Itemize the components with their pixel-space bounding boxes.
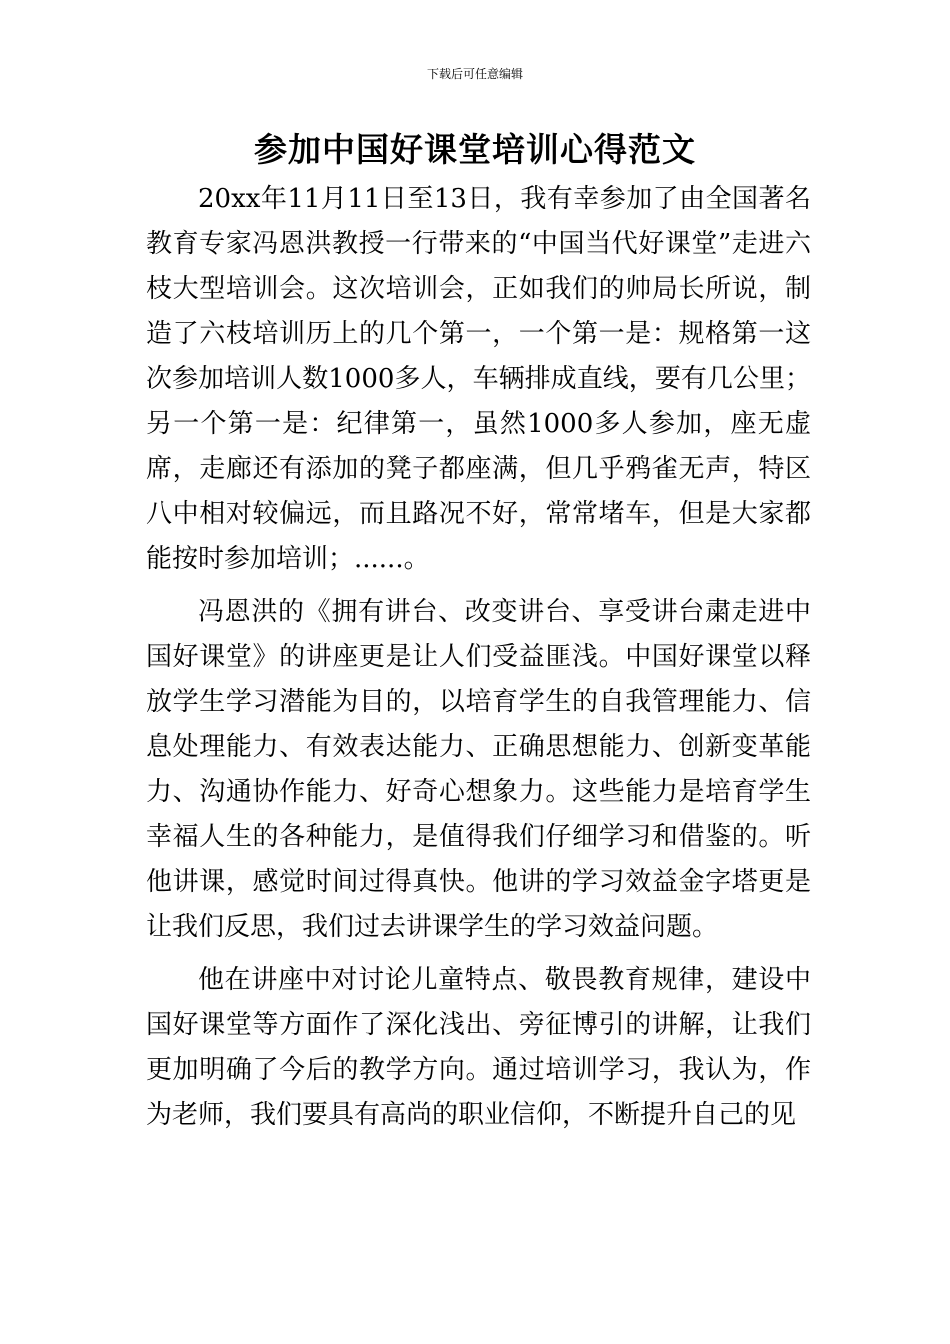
document-title: 参加中国好课堂培训心得范文 xyxy=(254,130,696,169)
paragraph-1: 20xx年11月11日至13日，我有幸参加了由全国著名教育专家冯恩洪教授一行带来的“中国当代好课堂”走进六枝大型培训会。这次培训会，正如我们的帅局长所说，制造了六枝培训历上的几个第一，一个第一是：规格第一这次参加培训人数1000多人，车辆排成直线，要有几公里；另一个第一是：纪律第一，虽然1000多人参加，座无虚席，走廊还有添加的凳子都座满，但几乎鸦雀无声，特区八中相对较偏远，而且路况不好，常常堵车，但是大家都能按时参加培训；......。 xyxy=(146,184,811,574)
header-note: 下载后可任意编辑 xyxy=(426,67,523,81)
paragraph-2: 冯恩洪的《拥有讲台、改变讲台、享受讲台粛走进中国好课堂》的讲座更是让人们受益匪浅。中国好课堂以释放学生学习潜能为目的，以培育学生的自我管理能力、信息处理能力、有效表达能力、正确思想能力、创新变革能力、沟通协作能力、好奇心想象力。这些能力是培育学生幸福人生的各种能力，是值得我们仔细学习和借鉴的。听他讲课，感觉时间过得真快。他讲的学习效益金字塔更是让我们反思，我们过去讲课学生的学习效益问题。 xyxy=(146,597,811,942)
paragraph-3: 他在讲座中对讨论儿童特点、敬畏教育规律，建设中国好课堂等方面作了深化浅出、旁征博引的讲解，让我们更加明确了今后的教学方向。通过培训学习，我认为，作为老师，我们要具有高尚的职业信仰，不断提升自己的见 xyxy=(146,965,811,1130)
document-body xyxy=(146,177,811,1138)
